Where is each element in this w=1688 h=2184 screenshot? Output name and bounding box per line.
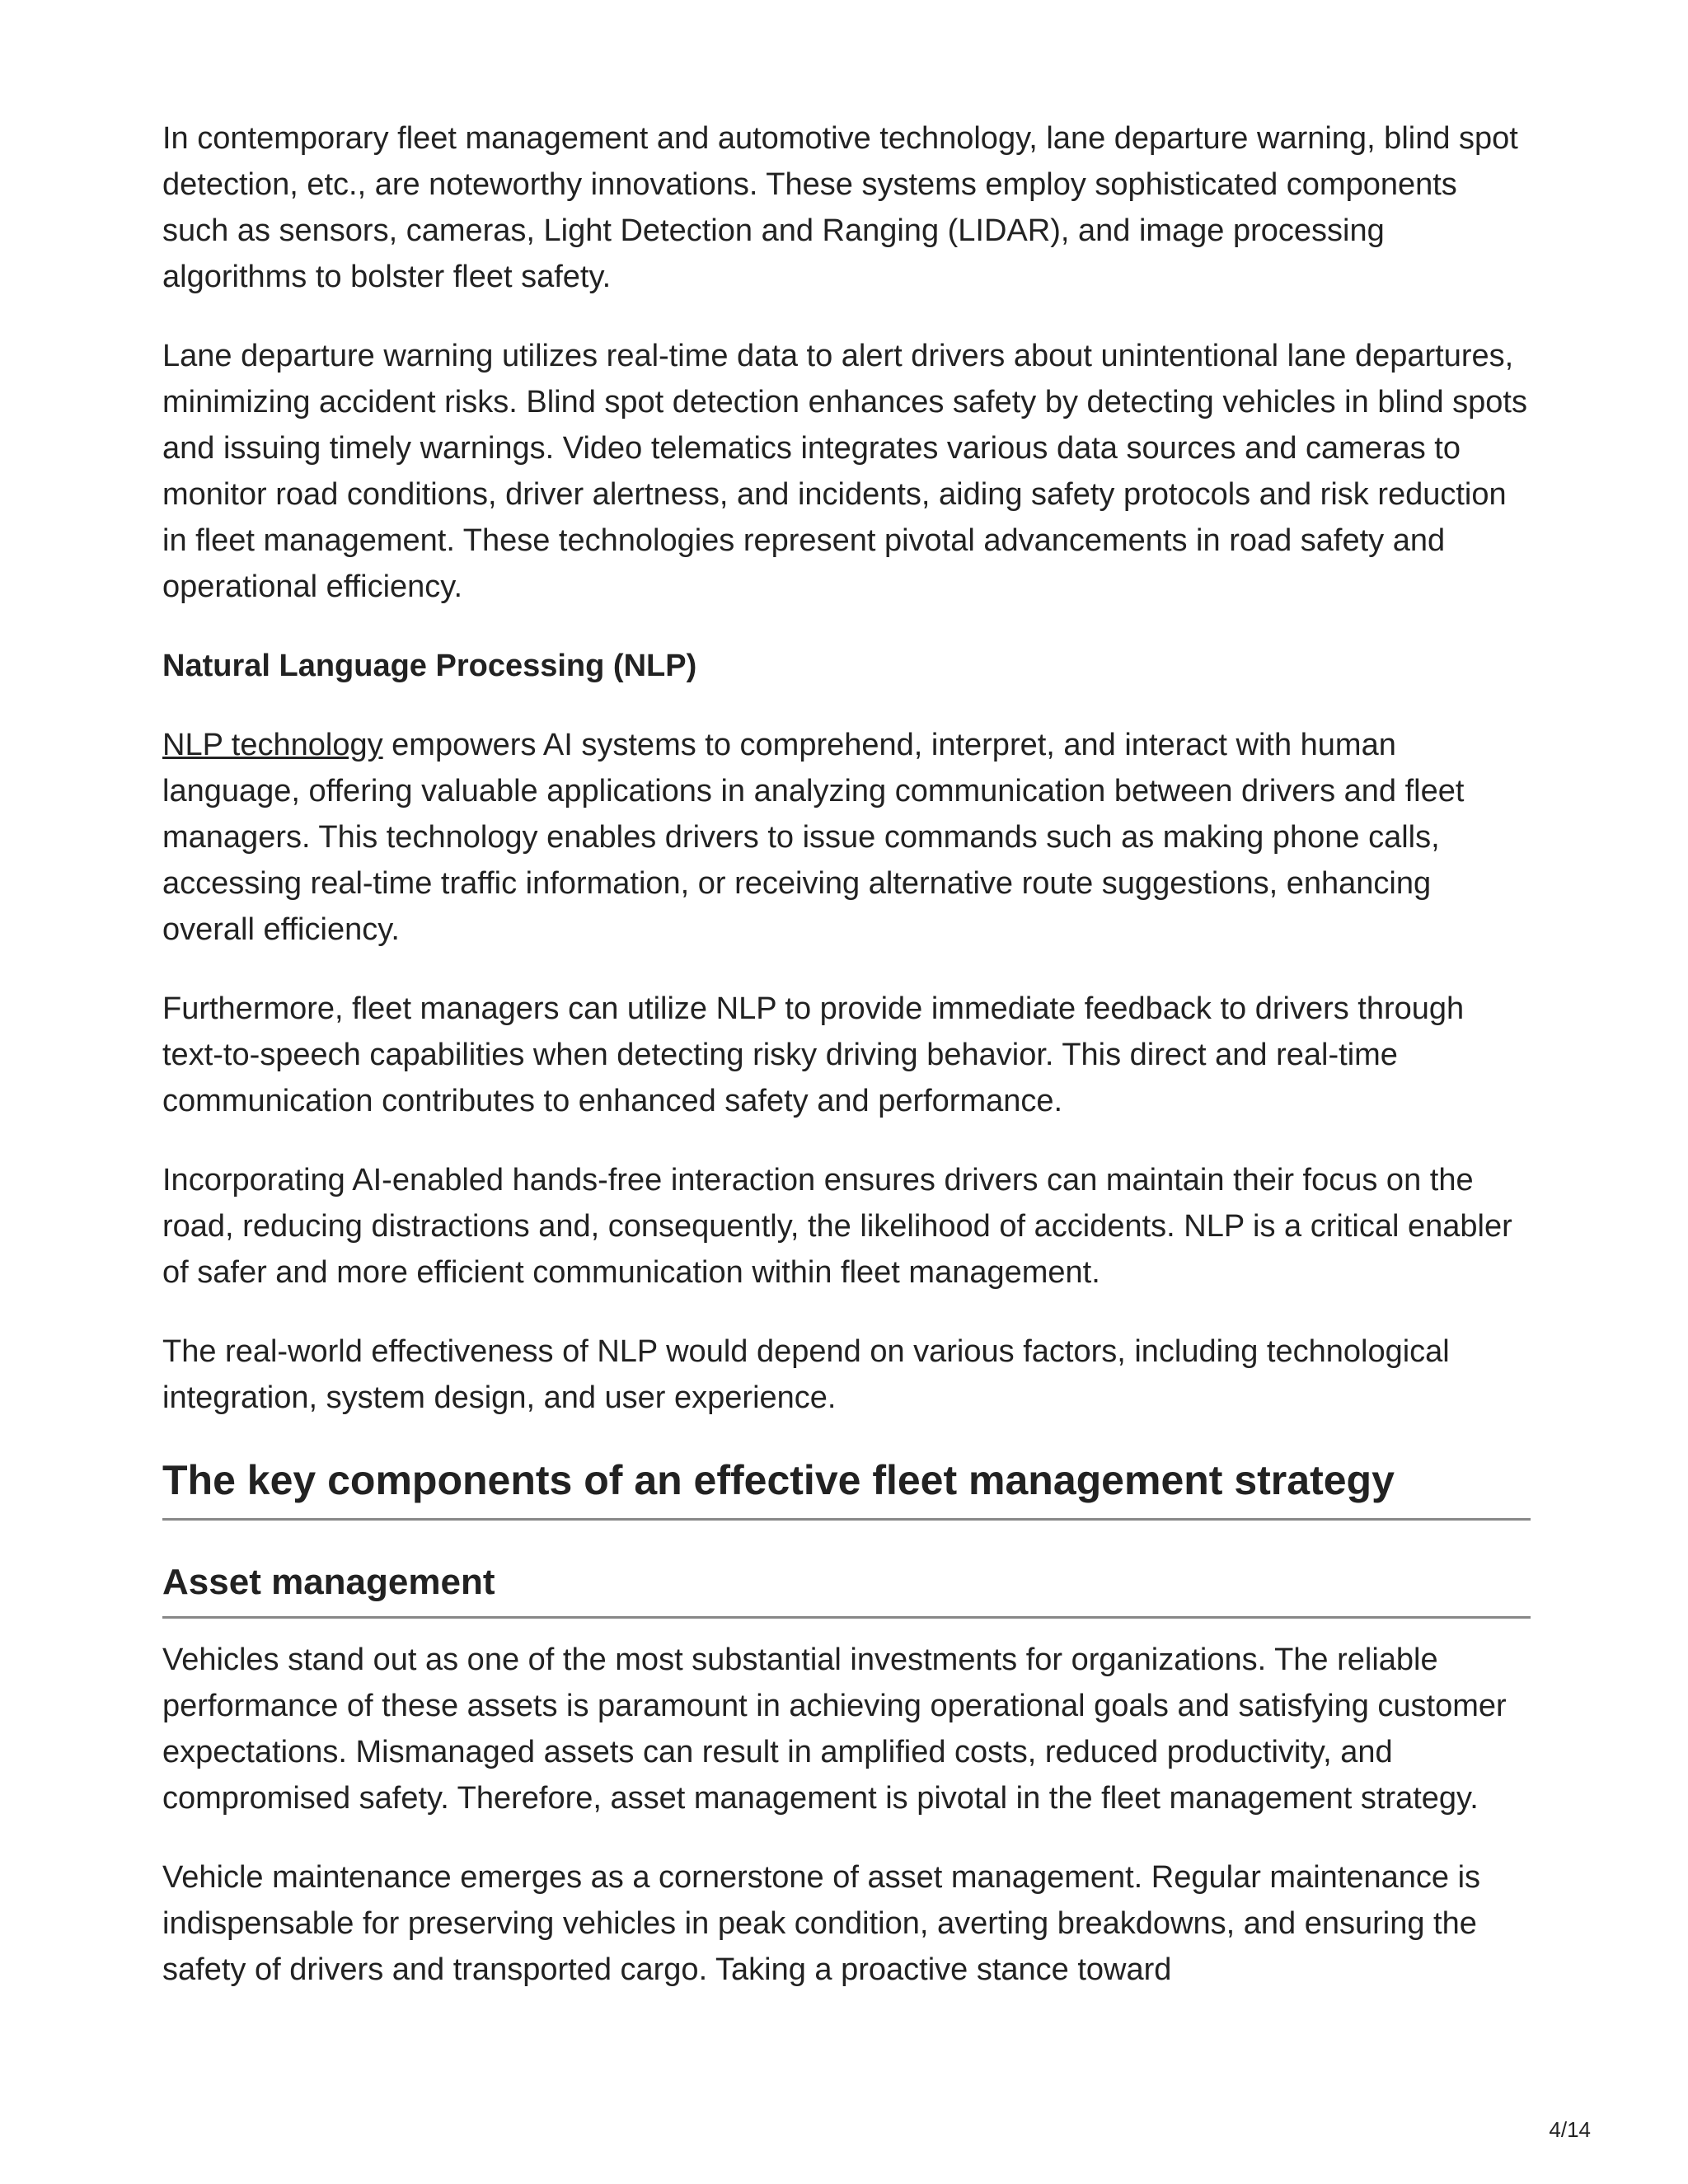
page-number: 4/14 [1549,2117,1591,2142]
nlp-heading: Natural Language Processing (NLP) [162,649,697,683]
nlp-technology-link[interactable]: NLP technology [162,728,383,762]
asset-management-heading: Asset management [162,1558,1531,1619]
nlp-paragraph-1 [162,722,1531,953]
intro-paragraph-1: In contemporary fleet management and automotive technology, lane departure warning, blind spot detection, etc., are noteworthy innovations. These systems employ sophisticated components such as sensors, cameras, Light Detection and Ranging (LIDAR), and image processing algorithms to bolster fleet safety. [162,121,1518,294]
nlp-paragraph-4: The real-world effectiveness of NLP would depend on various factors, including technological integration, system design, and user experience. [162,1334,1450,1415]
nlp-paragraph-1-text: empowers AI systems to comprehend, interpret, and interact with human language, offering valuable applications in analyzing communication between drivers and fleet managers. This technology enables drivers to issue commands such as making phone calls, accessing real-time traffic information, or receiving alternative route suggestions, enhancing overall efficiency. [162,728,1465,947]
asset-paragraph-2: Vehicle maintenance emerges as a cornerstone of asset management. Regular maintenance is indispensable for preserving vehicles in peak condition, averting breakdowns, and ensuring the safety of drivers and transported cargo. Taking a proactive stance toward [162,1860,1481,1987]
article-content [162,115,1531,2026]
asset-paragraph-1: Vehicles stand out as one of the most substantial investments for organizations. The reliable performance of these assets is paramount in achieving operational goals and satisfying customer expectations. Mismanaged assets can result in amplified costs, reduced productivity, and compromised safety. Therefore, asset management is pivotal in the fleet management strategy. [162,1643,1507,1816]
intro-paragraph-2: Lane departure warning utilizes real-time data to alert drivers about unintentional lane departures, minimizing accident risks. Blind spot detection enhances safety by detecting vehicles in blind spots and issuing timely warnings. Video telematics integrates various data sources and cameras to monitor road conditions, driver alertness, and incidents, aiding safety protocols and risk reduction in fleet management. These technologies represent pivotal advancements in road safety and operational efficiency. [162,339,1527,604]
nlp-paragraph-2: Furthermore, fleet managers can utilize NLP to provide immediate feedback to drivers through text-to-speech capabilities when detecting risky driving behavior. This direct and real-time communication contributes to enhanced safety and performance. [162,991,1465,1118]
strategy-heading-wrap [162,1454,1531,1521]
nlp-paragraph-3: Incorporating AI-enabled hands-free interaction ensures drivers can maintain their focus on the road, reducing distractions and, consequently, the likelihood of accidents. NLP is a critical enabler of safer and more efficient communication within fleet management. [162,1163,1512,1290]
strategy-heading: The key components of an effective fleet management strategy [162,1454,1531,1521]
